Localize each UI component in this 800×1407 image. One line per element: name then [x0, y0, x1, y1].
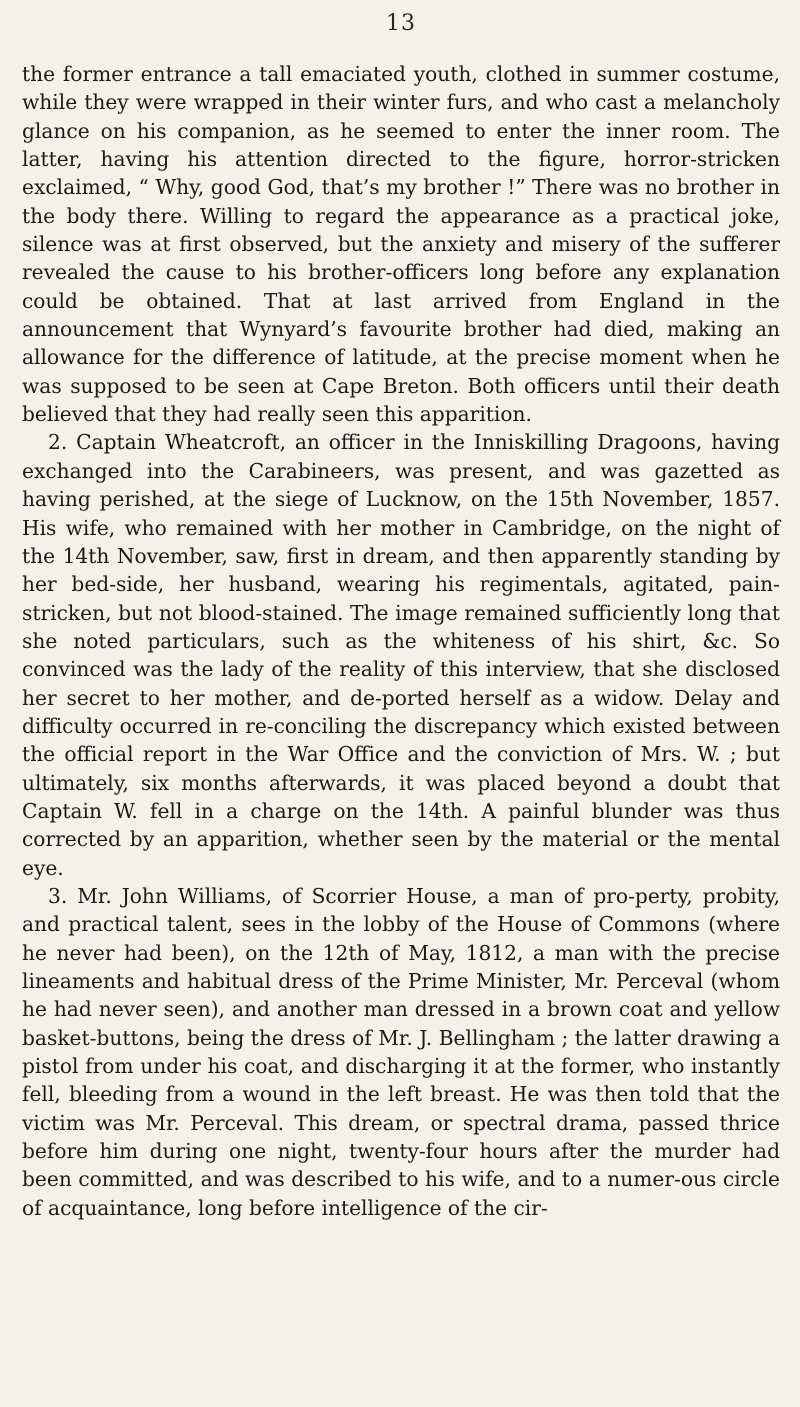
page-number: 13: [386, 11, 416, 36]
paragraph-3-williams: 3. Mr. John Williams, of Scorrier House, a man of pro-perty, probity, and practical talent, sees in the lobby of the House of Commons (where he never had been), on the 12th of May, 1812, a man with the precise lineaments and habitual dress of the Prime Minister, Mr. Perceval (whom he had never seen), and another man dressed in a brown coat and yellow basket-buttons, being the dress of Mr. J. Bellingham ; the latter drawing a pistol from under his coat, and discharging it at the former, who instantly fell, bleeding from a wound in the left breast. He was then told that the victim was Mr. Perceval. This dream, or spectral drama, passed thrice before him during one night, twenty-four hours after the murder had been committed, and was described to his wife, and to a numer-ous circle of acquaintance, long before intelligence of the cir-: [22, 883, 780, 1220]
book-page: [22, 10, 780, 1400]
paragraph-continuation: the former entrance a tall emaciated youth, clothed in summer costume, while they were wrapped in their winter furs, and who cast a melancholy glance on his companion, as he seemed to enter the inner room. The latter, having his attention directed to the figure, horror-stricken exclaimed, “ Why, good God, that’s my brother !” There was no brother in the body there. Willing to regard the appearance as a practical joke, silence was at first observed, but the anxiety and misery of the sufferer revealed the cause to his brother-officers long before any explanation could be obtained. That at last arrived from England in the announcement that Wynyard’s favourite brother had died, making an allowance for the difference of latitude, at the precise moment when he was supposed to be seen at Cape Breton. Both officers until their death believed that they had really seen this apparition.: [22, 62, 780, 427]
paragraph-2-wheatcroft: 2. Captain Wheatcroft, an officer in the Inniskilling Dragoons, having exchanged into the Carabineers, was present, and was gazetted as having perished, at the siege of Lucknow, on the 15th November, 1857. His wife, who remained with her mother in Cambridge, on the night of the 14th November, saw, first in dream, and then apparently standing by her bed-side, her husband, wearing his regimentals, agitated, pain-stricken, but not blood-stained. The image remained sufficiently long that she noted particulars, such as the whiteness of his shirt, &c. So convinced was the lady of the reality of this interview, that she disclosed her secret to her mother, and de-ported herself as a widow. Delay and difficulty occurred in re-conciling the discrepancy which existed between the official report in the War Office and the conviction of Mrs. W. ; but ultimately, six months afterwards, it was placed beyond a doubt that Captain W. fell in a charge on the 14th. A painful blunder was thus corrected by an apparition, whether seen by the material or the mental eye.: [22, 430, 780, 880]
